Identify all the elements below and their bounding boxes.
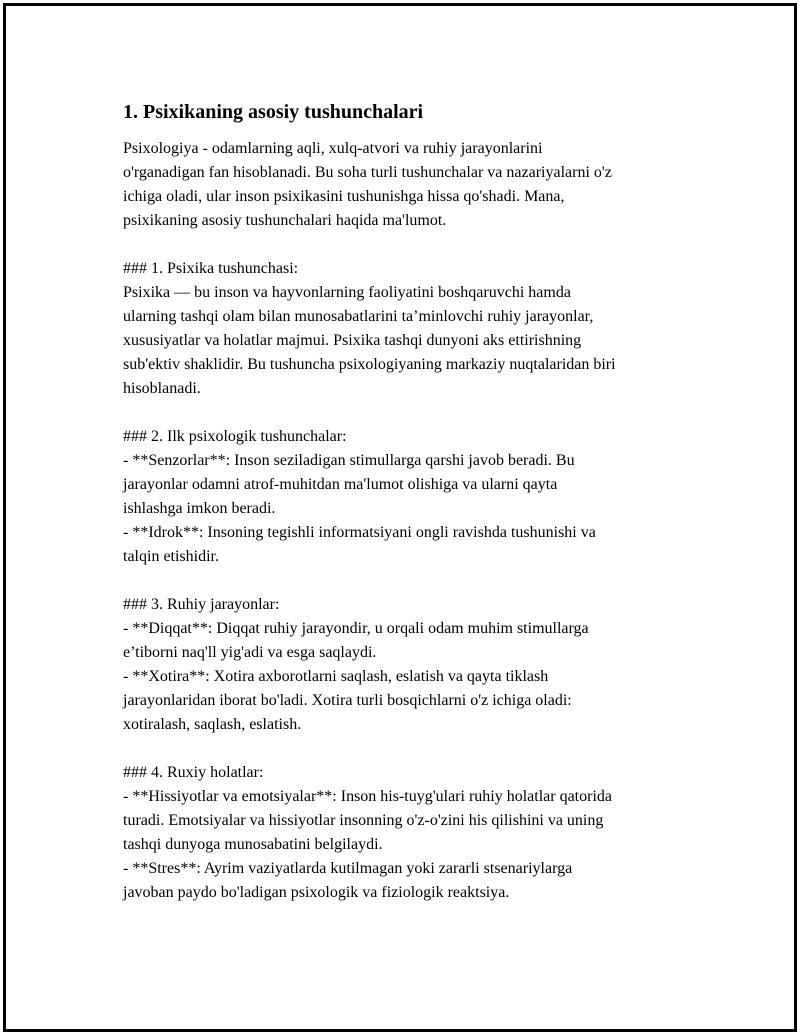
text-line: sub'ektiv shaklidir. Bu tushuncha psixologiyaning markaziy nuqtalaridan biri (123, 356, 616, 373)
text-line: jarayonlar odamni atrof-muhitdan ma'lumot olishiga va ularni qayta (123, 476, 558, 493)
text-line: psixikaning asosiy tushunchalari haqida ma'lumot. (123, 212, 447, 229)
list-item: - **Xotira**: Xotira axborotlarni saqlash, eslatish va qayta tiklash (123, 668, 549, 685)
text-line: turadi. Emotsiyalar va hissiyotlar insonning o'z-o'zini his qilishini va uning (123, 812, 604, 829)
text-line: e’tiborni naq'll yig'adi va esga saqlaydi. (123, 644, 377, 661)
document-title: 1. Psixikaning asosiy tushunchalari (123, 101, 424, 123)
list-item: - **Stres**: Ayrim vaziyatlarda kutilmagan yoki zararli stsenariylarga (123, 860, 573, 877)
section-heading: ### 3. Ruhiy jarayonlar: (123, 596, 280, 613)
text-line: jarayonlaridan iborat bo'ladi. Xotira turli bosqichlarni o'z ichiga oladi: (123, 692, 572, 709)
list-item: - **Hissiyotlar va emotsiyalar**: Inson his-tuyg'ulari ruhiy holatlar qatorida (123, 788, 612, 805)
text-line: tashqi dunyoga munosabatini belgilaydi. (123, 836, 383, 853)
text-line: Psixologiya - odamlarning aqli, xulq-atvori va ruhiy jarayonlarini (123, 140, 543, 157)
text-line: javoban paydo bo'ladigan psixologik va fiziologik reaktsiya. (123, 884, 510, 901)
text-line: Psixika — bu inson va hayvonlarning faoliyatini boshqaruvchi hamda (123, 284, 571, 301)
list-item: - **Diqqat**: Diqqat ruhiy jarayondir, u orqali odam muhim stimullarga (123, 620, 589, 637)
section-ilk-psixologik-tushunchalar (123, 425, 703, 569)
section-ruhiy-jarayonlar (123, 593, 703, 737)
text-line: talqin etishidir. (123, 548, 219, 565)
document-body (123, 99, 703, 905)
paragraph-gap (123, 569, 703, 593)
text-line: ishlashga imkon beradi. (123, 500, 276, 517)
text-line: ichiga oladi, ular inson psixikasini tushunishga hissa qo'shadi. Mana, (123, 188, 565, 205)
section-heading: ### 4. Ruxiy holatlar: (123, 764, 264, 781)
text-line: hisoblanadi. (123, 380, 201, 397)
intro-paragraph (123, 137, 703, 233)
paragraph-gap (123, 233, 703, 257)
paragraph-gap (123, 401, 703, 425)
section-heading: ### 2. Ilk psixologik tushunchalar: (123, 428, 347, 445)
list-item: - **Senzorlar**: Inson seziladigan stimullarga qarshi javob beradi. Bu (123, 452, 575, 469)
section-ruxiy-holatlar (123, 761, 703, 905)
section-heading: ### 1. Psixika tushunchasi: (123, 260, 299, 277)
text-line: xususiyatlar va holatlar majmui. Psixika tashqi dunyoni aks ettirishning (123, 332, 582, 349)
text-line: o'rganadigan fan hisoblanadi. Bu soha turli tushunchalar va nazariyalarni o'z (123, 164, 612, 181)
text-line: xotiralash, saqlash, eslatish. (123, 716, 302, 733)
section-psixika-tushunchasi (123, 257, 703, 401)
list-item: - **Idrok**: Insoning tegishli informatsiyani ongli ravishda tushunishi va (123, 524, 596, 541)
page-frame (3, 3, 797, 1032)
paragraph-gap (123, 737, 703, 761)
text-line: ularning tashqi olam bilan munosabatlarini ta’minlovchi ruhiy jarayonlar, (123, 308, 594, 325)
